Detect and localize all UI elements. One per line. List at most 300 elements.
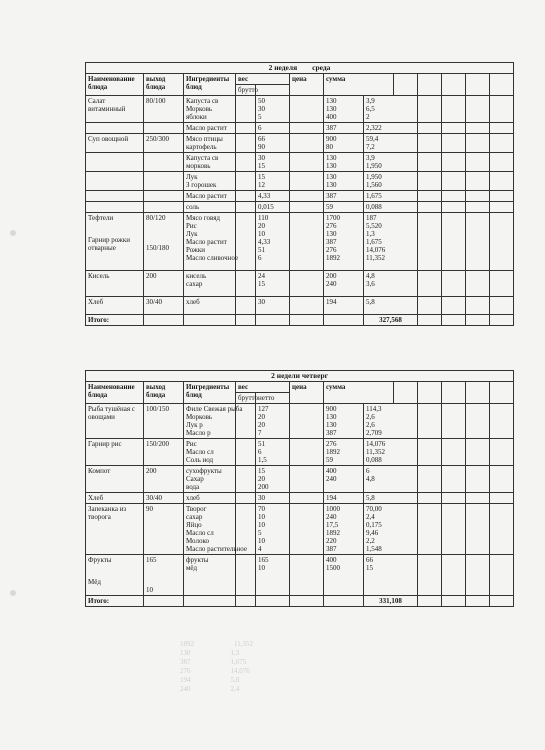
empty-cell bbox=[256, 596, 290, 607]
cell-line: Лук bbox=[186, 230, 198, 238]
empty-cell bbox=[490, 404, 514, 439]
empty-cell bbox=[466, 271, 490, 297]
cell-line: фрукты bbox=[186, 556, 209, 564]
table-row bbox=[86, 191, 514, 202]
cell-line: 6 bbox=[366, 467, 370, 475]
table-row bbox=[86, 297, 514, 315]
cell-line: 276 bbox=[326, 222, 337, 230]
menu-table-thursday bbox=[85, 370, 514, 607]
output-cell bbox=[144, 202, 184, 213]
cell-line: 0,015 bbox=[258, 203, 274, 211]
ingredients-cell bbox=[184, 297, 236, 315]
punch-hole bbox=[10, 590, 16, 596]
cell-line: 59 bbox=[326, 203, 333, 211]
output-cell bbox=[144, 404, 184, 439]
gross-cell bbox=[256, 134, 290, 153]
empty-cell bbox=[418, 504, 442, 555]
empty-cell bbox=[418, 271, 442, 297]
cell-line: 1000 bbox=[326, 505, 340, 513]
empty-cell bbox=[442, 555, 466, 596]
empty-cell bbox=[418, 555, 442, 596]
empty-cell bbox=[442, 96, 466, 123]
empty-cell bbox=[466, 96, 490, 123]
cell-line: 5,8 bbox=[366, 298, 375, 306]
cell-line: 66 bbox=[366, 556, 373, 564]
price-cell bbox=[324, 493, 364, 504]
cell-line: 3,9 bbox=[366, 97, 375, 105]
net-cell bbox=[290, 493, 324, 504]
empty-cell bbox=[466, 439, 490, 466]
gross-cell bbox=[256, 555, 290, 596]
cell-line: 2,322 bbox=[366, 124, 382, 132]
cell-line: 200 bbox=[326, 272, 337, 280]
cell-line: 0,175 bbox=[366, 521, 382, 529]
cell-line: 387 bbox=[326, 545, 337, 553]
cell-line: 20 bbox=[258, 222, 265, 230]
cell-line: Масло растительное bbox=[186, 545, 247, 553]
table-row bbox=[86, 134, 514, 153]
bleed-row bbox=[180, 658, 440, 667]
cell-line: 15 bbox=[366, 564, 373, 572]
dish-cell bbox=[86, 213, 144, 271]
gross-cell bbox=[256, 202, 290, 213]
empty-cell bbox=[490, 96, 514, 123]
empty-cell bbox=[144, 596, 184, 607]
net-cell bbox=[290, 271, 324, 297]
dish-cell bbox=[86, 271, 144, 297]
empty-cell bbox=[442, 271, 466, 297]
cell-line: Сахар bbox=[186, 475, 204, 483]
ingredients-cell bbox=[184, 493, 236, 504]
cell-line: Лук р bbox=[186, 421, 203, 429]
price-cell bbox=[324, 466, 364, 493]
cell-line: 24 bbox=[258, 272, 265, 280]
spacer-cell bbox=[236, 271, 256, 297]
net-cell bbox=[290, 504, 324, 555]
cell-line: 240 bbox=[326, 513, 337, 521]
cell-line: 900 bbox=[326, 135, 337, 143]
cell-line: 2,4 bbox=[366, 513, 375, 521]
cell-line: 4,8 bbox=[366, 272, 375, 280]
gross-cell bbox=[256, 271, 290, 297]
cell-line: Мясо говяд bbox=[186, 214, 220, 222]
cell-line: 0,088 bbox=[366, 203, 382, 211]
cell-line: 5 bbox=[258, 113, 262, 121]
ingredients-cell bbox=[184, 504, 247, 555]
col-sum: сумма bbox=[324, 382, 394, 404]
price-cell bbox=[324, 439, 364, 466]
cell-line: Морковь bbox=[186, 105, 213, 113]
dish-cell bbox=[86, 123, 144, 134]
sum-cell bbox=[364, 191, 418, 202]
empty-cell bbox=[236, 596, 256, 607]
cell-line: Рожки bbox=[186, 246, 206, 254]
table-row bbox=[86, 404, 514, 439]
spacer-cell bbox=[236, 202, 256, 213]
empty-cell bbox=[442, 404, 466, 439]
col-weight: вес bbox=[236, 382, 290, 393]
cell-line: 1700 bbox=[326, 214, 340, 222]
ingredients-cell bbox=[184, 213, 239, 271]
empty-cell bbox=[418, 404, 442, 439]
dish-cell bbox=[86, 504, 144, 555]
sum-cell bbox=[364, 202, 418, 213]
column-header-row bbox=[86, 74, 514, 85]
sum-cell bbox=[364, 555, 418, 596]
cell-text: Рыба тушёная с овощами bbox=[88, 405, 135, 421]
cell-line: 20 bbox=[258, 413, 265, 421]
cell-text: 150/200 bbox=[146, 440, 169, 448]
col-output: выход блюда bbox=[144, 74, 184, 96]
sum-cell bbox=[364, 466, 418, 493]
cell-line: 10 bbox=[258, 537, 265, 545]
cell-line: 0,088 bbox=[366, 456, 382, 464]
empty-cell bbox=[490, 493, 514, 504]
cell-line: 4,33 bbox=[258, 238, 271, 246]
cell-line: Рис bbox=[186, 440, 197, 448]
cell-line: 1,548 bbox=[366, 545, 382, 553]
empty-cell bbox=[418, 439, 442, 466]
empty-cell bbox=[324, 596, 364, 607]
sum-cell bbox=[364, 504, 418, 555]
table-row bbox=[86, 123, 514, 134]
cell-line: 59 bbox=[326, 456, 333, 464]
table-row bbox=[86, 172, 514, 191]
output-cell bbox=[144, 96, 184, 123]
total-label: Итого: bbox=[86, 596, 144, 607]
cell-line: 17,5 bbox=[326, 521, 339, 529]
gross-cell bbox=[256, 123, 290, 134]
empty-cell bbox=[490, 596, 514, 607]
empty-cell bbox=[184, 315, 236, 326]
col-net: нетто bbox=[256, 393, 290, 404]
empty-cell bbox=[466, 315, 490, 326]
gross-cell bbox=[256, 439, 290, 466]
ingredients-cell bbox=[184, 466, 236, 493]
cell-line: Филе Свежая рыба bbox=[186, 405, 243, 413]
cell-line: мёд bbox=[186, 564, 198, 572]
spacer-cell bbox=[236, 213, 256, 271]
cell-line: 387 bbox=[326, 192, 337, 200]
dish-cell bbox=[86, 555, 144, 596]
cell-line: 3,6 bbox=[366, 280, 375, 288]
cell-line: Масло р bbox=[186, 429, 211, 437]
output-cell bbox=[144, 555, 184, 596]
cell-line: кисель bbox=[186, 272, 207, 280]
bleed-text: 194 bbox=[180, 676, 191, 684]
cell-line: 130 bbox=[326, 421, 337, 429]
cell-line: 387 bbox=[326, 429, 337, 437]
empty-cell bbox=[490, 123, 514, 134]
cell-line: Масло сл bbox=[186, 529, 214, 537]
price-cell bbox=[324, 297, 364, 315]
price-cell bbox=[324, 191, 364, 202]
cell-line: 70,00 bbox=[366, 505, 382, 513]
col-price: цена bbox=[290, 74, 324, 96]
cell-line: 5 bbox=[258, 529, 262, 537]
cell-line: 10 bbox=[258, 230, 265, 238]
empty-cell bbox=[490, 134, 514, 153]
price-cell bbox=[324, 202, 364, 213]
bleed-row bbox=[180, 640, 440, 649]
cell-line: 30 bbox=[258, 105, 265, 113]
ingredients-cell bbox=[184, 202, 236, 213]
empty-cell bbox=[466, 504, 490, 555]
ingredients-cell bbox=[184, 271, 236, 297]
total-value: 331,108 bbox=[364, 596, 418, 607]
dish-cell bbox=[86, 153, 144, 172]
gross-cell bbox=[256, 493, 290, 504]
empty-cell bbox=[466, 596, 490, 607]
dish-cell bbox=[86, 191, 144, 202]
empty-cell bbox=[418, 202, 442, 213]
bleed-text: 2,4 bbox=[230, 685, 240, 693]
dish-cell bbox=[86, 134, 144, 153]
dish-cell bbox=[86, 297, 144, 315]
column-header-row bbox=[86, 382, 514, 393]
cell-line: 240 bbox=[326, 280, 337, 288]
empty-cell bbox=[442, 134, 466, 153]
sum-cell bbox=[364, 404, 418, 439]
gross-cell bbox=[256, 172, 290, 191]
output-cell bbox=[144, 191, 184, 202]
ingredients-cell bbox=[184, 96, 236, 123]
empty-cell bbox=[466, 555, 490, 596]
bleed-row bbox=[180, 676, 440, 685]
cell-line: 70 bbox=[258, 505, 265, 513]
net-cell bbox=[290, 172, 324, 191]
cell-line: 4 bbox=[258, 545, 262, 553]
net-cell bbox=[290, 213, 324, 271]
cell-line: хлеб bbox=[186, 494, 200, 502]
cell-line: 14,076 bbox=[366, 440, 386, 448]
cell-line: 130 bbox=[326, 154, 337, 162]
cell-line: 130 bbox=[326, 413, 337, 421]
bleed-text: 5,8 bbox=[230, 676, 240, 684]
bleed-text: 240 bbox=[180, 685, 191, 693]
table-row bbox=[86, 271, 514, 297]
empty-cell bbox=[442, 153, 466, 172]
cell-line: 15 bbox=[258, 162, 265, 170]
empty-cell bbox=[290, 596, 324, 607]
cell-text: 200 bbox=[146, 467, 157, 475]
cell-line: 1,675 bbox=[366, 238, 382, 246]
ingredients-cell bbox=[184, 439, 236, 466]
cell-line: 4,8 bbox=[366, 475, 375, 483]
cell-line: 12 bbox=[258, 181, 265, 189]
col-output: выход блюда bbox=[144, 382, 184, 404]
cell-line: Соль иод bbox=[186, 456, 214, 464]
col-price: цена bbox=[290, 382, 324, 404]
cell-text: 80/100 bbox=[146, 97, 166, 105]
empty-cell bbox=[418, 153, 442, 172]
spacer-cell bbox=[236, 493, 256, 504]
empty-cell bbox=[490, 191, 514, 202]
cell-text: 80/120 bbox=[146, 214, 166, 222]
spacer-cell bbox=[236, 153, 256, 172]
cell-line: 400 bbox=[326, 113, 337, 121]
empty-cell bbox=[236, 315, 256, 326]
cell-text: Хлеб bbox=[88, 298, 104, 306]
cell-line: 400 bbox=[326, 556, 337, 564]
cell-line: 1,950 bbox=[366, 173, 382, 181]
cell-line: 10 bbox=[258, 521, 265, 529]
empty-cell bbox=[418, 596, 442, 607]
cell-line: картофель bbox=[186, 143, 217, 151]
price-cell bbox=[324, 271, 364, 297]
output-cell bbox=[144, 271, 184, 297]
output-cell bbox=[144, 439, 184, 466]
cell-line: 1,675 bbox=[366, 192, 382, 200]
cell-text: 200 bbox=[146, 272, 157, 280]
empty-cell bbox=[466, 153, 490, 172]
col-ingredients: Ингредиенты блюд bbox=[184, 74, 236, 96]
spacer-cell bbox=[236, 555, 256, 596]
cell-text: Гарнир рис bbox=[88, 440, 122, 448]
empty-cell bbox=[466, 466, 490, 493]
empty-cell bbox=[466, 134, 490, 153]
cell-line: 6 bbox=[258, 254, 262, 262]
cell-line: 7,2 bbox=[366, 143, 375, 151]
cell-line: Яйцо bbox=[186, 521, 202, 529]
net-cell bbox=[290, 466, 324, 493]
ingredients-cell bbox=[184, 555, 236, 596]
table-row bbox=[86, 555, 514, 596]
cell-line: 15 bbox=[258, 173, 265, 181]
cell-line: 59,4 bbox=[366, 135, 379, 143]
empty-cell bbox=[442, 315, 466, 326]
output-cell bbox=[144, 466, 184, 493]
ingredients-cell bbox=[184, 153, 236, 172]
cell-line: сахар bbox=[186, 513, 203, 521]
menu-table-wednesday bbox=[85, 62, 514, 326]
cell-text: 165 bbox=[146, 556, 157, 564]
empty-cell bbox=[442, 123, 466, 134]
ingredients-cell bbox=[184, 172, 236, 191]
table-row bbox=[86, 466, 514, 493]
empty-cell bbox=[418, 134, 442, 153]
cell-line: 30 bbox=[258, 154, 265, 162]
cell-line: Масло растит bbox=[186, 238, 227, 246]
sum-cell bbox=[364, 271, 418, 297]
cell-line: 7 bbox=[258, 429, 262, 437]
table-row bbox=[86, 202, 514, 213]
empty-cell bbox=[442, 202, 466, 213]
cell-line: 130 bbox=[326, 162, 337, 170]
cell-line: 900 bbox=[326, 405, 337, 413]
empty-cell bbox=[490, 466, 514, 493]
output-cell bbox=[144, 213, 184, 271]
empty-cell bbox=[466, 213, 490, 271]
cell-text: Компот bbox=[88, 467, 111, 475]
total-row bbox=[86, 596, 514, 607]
cell-line: Капуста св bbox=[186, 154, 219, 162]
punch-hole bbox=[10, 230, 16, 236]
ingredients-cell bbox=[184, 191, 236, 202]
spacer-cell bbox=[236, 172, 256, 191]
table-row bbox=[86, 439, 514, 466]
bleed-row bbox=[180, 667, 440, 676]
empty-cell bbox=[490, 439, 514, 466]
spacer-cell bbox=[236, 191, 256, 202]
empty-cell bbox=[418, 123, 442, 134]
price-cell bbox=[324, 213, 364, 271]
empty-cell bbox=[442, 172, 466, 191]
bleed-text: 1892 bbox=[180, 640, 194, 648]
cell-text: Запеканка из творога bbox=[88, 505, 127, 521]
cell-text: Суп овощной bbox=[88, 135, 129, 143]
net-cell bbox=[290, 153, 324, 172]
output-cell bbox=[144, 493, 184, 504]
empty-cell bbox=[442, 439, 466, 466]
dish-cell bbox=[86, 96, 144, 123]
net-cell bbox=[290, 404, 324, 439]
cell-line: сахар bbox=[186, 280, 203, 288]
price-cell bbox=[324, 555, 364, 596]
empty-cell bbox=[418, 96, 442, 123]
net-cell bbox=[290, 555, 324, 596]
cell-line: 387 bbox=[326, 238, 337, 246]
cell-line: Масло растит bbox=[186, 192, 227, 200]
col-net bbox=[256, 85, 290, 96]
net-cell bbox=[290, 439, 324, 466]
empty-cell bbox=[490, 315, 514, 326]
cell-line: Творог bbox=[186, 505, 207, 513]
empty-cell bbox=[184, 596, 236, 607]
cell-line: 1500 bbox=[326, 564, 340, 572]
cell-line: 3,9 bbox=[366, 154, 375, 162]
empty-cell bbox=[442, 466, 466, 493]
empty-cell bbox=[442, 596, 466, 607]
sum-cell bbox=[364, 213, 418, 271]
cell-line: 66 bbox=[258, 135, 265, 143]
empty-cell bbox=[466, 297, 490, 315]
cell-line: 130 bbox=[326, 181, 337, 189]
cell-line: 14,076 bbox=[366, 246, 386, 254]
total-label: Итого: bbox=[86, 315, 144, 326]
price-cell bbox=[324, 123, 364, 134]
price-cell bbox=[324, 172, 364, 191]
cell-line: 10 bbox=[258, 513, 265, 521]
bleed-text: 1,3 bbox=[230, 649, 240, 657]
cell-line: 387 bbox=[326, 124, 337, 132]
bleed-through-text bbox=[180, 640, 440, 745]
cell-line: сухофрукты bbox=[186, 467, 222, 475]
empty-cell bbox=[442, 504, 466, 555]
empty-cell bbox=[466, 493, 490, 504]
cell-line: З горошек bbox=[186, 181, 217, 189]
sum-cell bbox=[364, 439, 418, 466]
col-sum: сумма bbox=[324, 74, 394, 96]
spacer-cell bbox=[236, 466, 256, 493]
bleed-text: 130 bbox=[180, 649, 191, 657]
table-row bbox=[86, 153, 514, 172]
week-day-label: 2 недели четверг bbox=[271, 371, 329, 380]
cell-line: хлеб bbox=[186, 298, 200, 306]
ingredients-cell bbox=[184, 134, 236, 153]
cell-line: 2 bbox=[366, 113, 370, 121]
cell-line: 20 bbox=[258, 475, 265, 483]
price-cell bbox=[324, 153, 364, 172]
net-cell bbox=[290, 191, 324, 202]
cell-line: Рис bbox=[186, 222, 197, 230]
bleed-text: 387 bbox=[180, 658, 191, 666]
net-cell bbox=[290, 96, 324, 123]
cell-line: Масло сл bbox=[186, 448, 214, 456]
cell-line: 194 bbox=[326, 298, 337, 306]
output-cell bbox=[144, 153, 184, 172]
dish-cell bbox=[86, 172, 144, 191]
